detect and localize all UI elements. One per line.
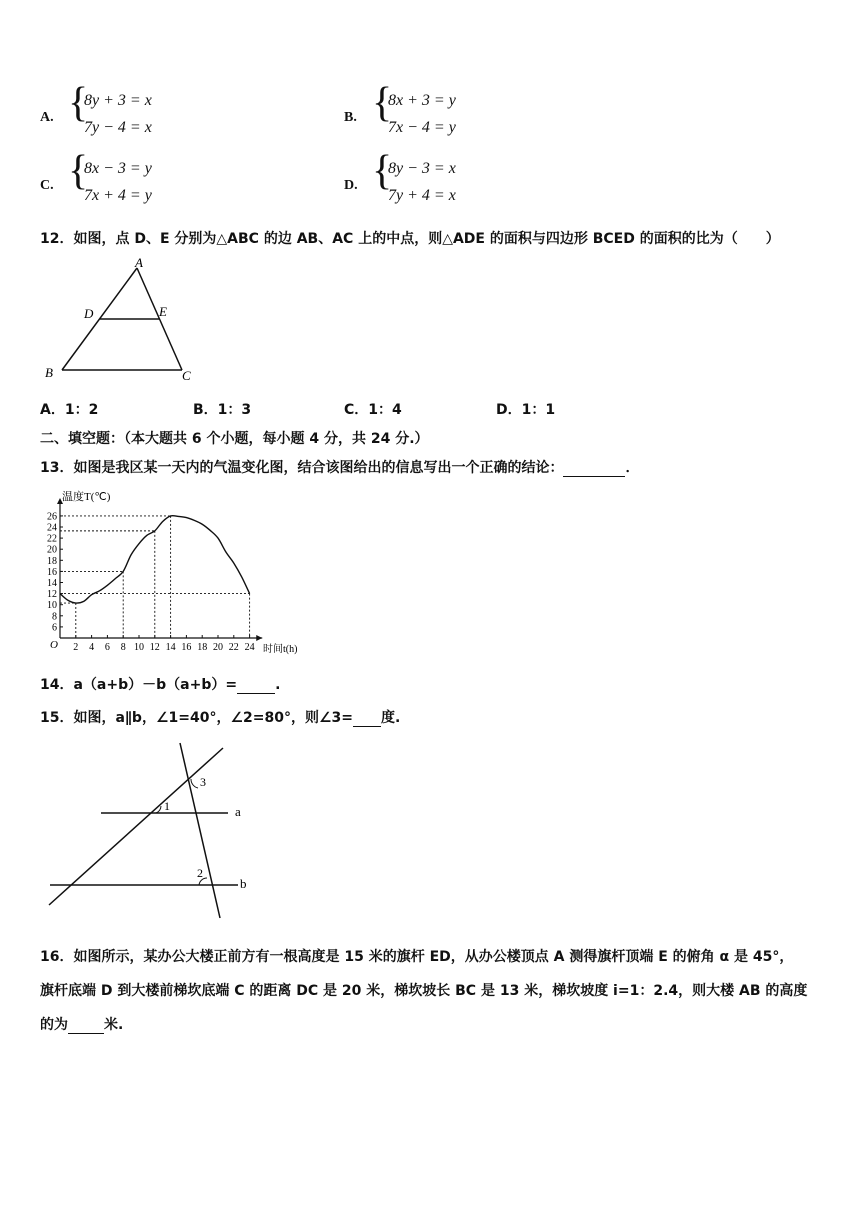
x-axis-label: 时间t(h) [263, 644, 298, 655]
q15-end: 度. [380, 710, 401, 726]
x-tick-label: 22 [228, 642, 239, 653]
y-tick-label: 20 [47, 544, 57, 556]
y-axis-label: 温度T(℃) [62, 491, 111, 503]
x-tick-label: 8 [120, 642, 126, 653]
q11-option-b [344, 80, 544, 144]
q16-line-1: 16．如图所示，某办公大楼正前方有一根高度是 15 米的旗杆 ED，从办公楼顶点 A 测得旗杆顶端 E 的俯角 α 是 45°， [40, 949, 794, 965]
section-heading: 二、填空题：（本大题共 6 个小题，每小题 4 分，共 24 分.） [40, 431, 429, 447]
brace: { [68, 80, 89, 126]
x-axis-arrow [256, 635, 262, 641]
q12-option-c: C．1：4 [344, 402, 402, 418]
q12-triangle-figure [40, 255, 210, 385]
equation: 8y − 3 = x [388, 160, 456, 177]
equation-system [68, 80, 220, 144]
x-tick-label: 16 [181, 642, 192, 653]
y-tick-label: 16 [47, 566, 57, 578]
q13-text: 13．如图是我区某一天内的气温变化图，结合该图给出的信息写出一个正确的结论： [40, 460, 564, 476]
vertex-label-c: C [182, 368, 191, 383]
q11-option-c [40, 148, 240, 212]
x-tick-label: 20 [213, 642, 223, 653]
q13-end: ． [625, 460, 640, 476]
equation: 7y − 4 = x [84, 119, 152, 136]
x-tick-label: 24 [244, 642, 255, 653]
q14-text: 14．a（a+b）－b（a+b）= [40, 677, 238, 693]
equation: 7x − 4 = y [388, 119, 456, 136]
option-label: D. [344, 178, 358, 193]
q12-option-b: B．1：3 [193, 402, 252, 418]
answer-blank [353, 712, 381, 727]
equation: 7x + 4 = y [84, 187, 152, 204]
brace: { [68, 148, 89, 194]
vertex-label-a: A [135, 255, 143, 270]
equation: 7y + 4 = x [388, 187, 456, 204]
q15-question [40, 707, 400, 727]
y-tick-label: 6 [52, 622, 57, 634]
x-tick-label: 6 [104, 642, 110, 653]
q16-text-a: 的为 [40, 1017, 68, 1033]
q12-question: 12．如图，点 D、E 分别为△ABC 的边 AB、AC 上的中点，则△ADE 的面积与四边形 BCED 的面积的比为（ ） [40, 231, 780, 247]
y-tick-label: 10 [47, 600, 57, 612]
option-label: B. [344, 110, 357, 125]
angle-label-3: 3 [200, 775, 206, 789]
brace: { [372, 148, 393, 194]
answer-blank [237, 679, 275, 694]
q11-option-d [344, 148, 544, 212]
q14-end: . [275, 677, 281, 693]
q12-option-d: D．1：1 [496, 402, 556, 418]
y-tick-label: 24 [47, 522, 57, 534]
equation: 8y + 3 = x [84, 92, 152, 109]
vertex-label-b: B [45, 365, 53, 380]
q11-option-a [40, 80, 240, 144]
y-tick-label: 22 [47, 533, 57, 545]
q15-text: 15．如图，a∥b，∠1=40°，∠2=80°，则∠3= [40, 710, 353, 726]
angle-label-1: 1 [164, 799, 170, 813]
answer-blank [68, 1019, 104, 1034]
x-tick-label: 4 [89, 642, 95, 653]
brace: { [372, 80, 393, 126]
origin-label: O [50, 639, 58, 651]
equation: 8x + 3 = y [388, 92, 456, 109]
x-tick-label: 2 [73, 642, 79, 653]
q16-line-2: 旗杆底端 D 到大楼前梯坎底端 C 的距离 DC 是 20 米，梯坎坡长 BC 是 13 米，梯坎坡度 i=1：2.4，则大楼 AB 的高度 [40, 983, 808, 999]
vertex-label-d: D [84, 306, 94, 321]
temperature-chart [38, 488, 298, 658]
q14-question [40, 674, 280, 694]
y-tick-label: 12 [47, 589, 57, 601]
y-tick-label: 8 [52, 611, 57, 623]
equation-system [372, 80, 524, 144]
line-label-b: b [240, 876, 247, 891]
x-tick-label: 14 [165, 642, 176, 653]
q16-text-b: 米. [104, 1017, 124, 1033]
vertex-label-e: E [159, 304, 167, 319]
answer-blank [563, 462, 625, 477]
equation-system [372, 148, 524, 212]
y-tick-label: 14 [47, 578, 57, 589]
x-tick-label: 10 [134, 642, 144, 653]
option-label: C. [40, 178, 54, 193]
equation-system [68, 148, 220, 212]
option-label: A. [40, 110, 54, 125]
q13-question [40, 457, 639, 477]
x-tick-label: 12 [149, 642, 160, 653]
equation: 8x − 3 = y [84, 160, 152, 177]
x-tick-label: 18 [197, 642, 208, 653]
line-label-a: a [235, 804, 241, 819]
y-tick-label: 18 [47, 555, 57, 567]
y-tick-label: 26 [47, 511, 57, 523]
q12-option-a: A．1：2 [40, 402, 99, 418]
q16-line-3 [40, 1014, 123, 1034]
q15-parallel-lines-figure [40, 740, 260, 925]
angle-label-2: 2 [197, 866, 203, 880]
